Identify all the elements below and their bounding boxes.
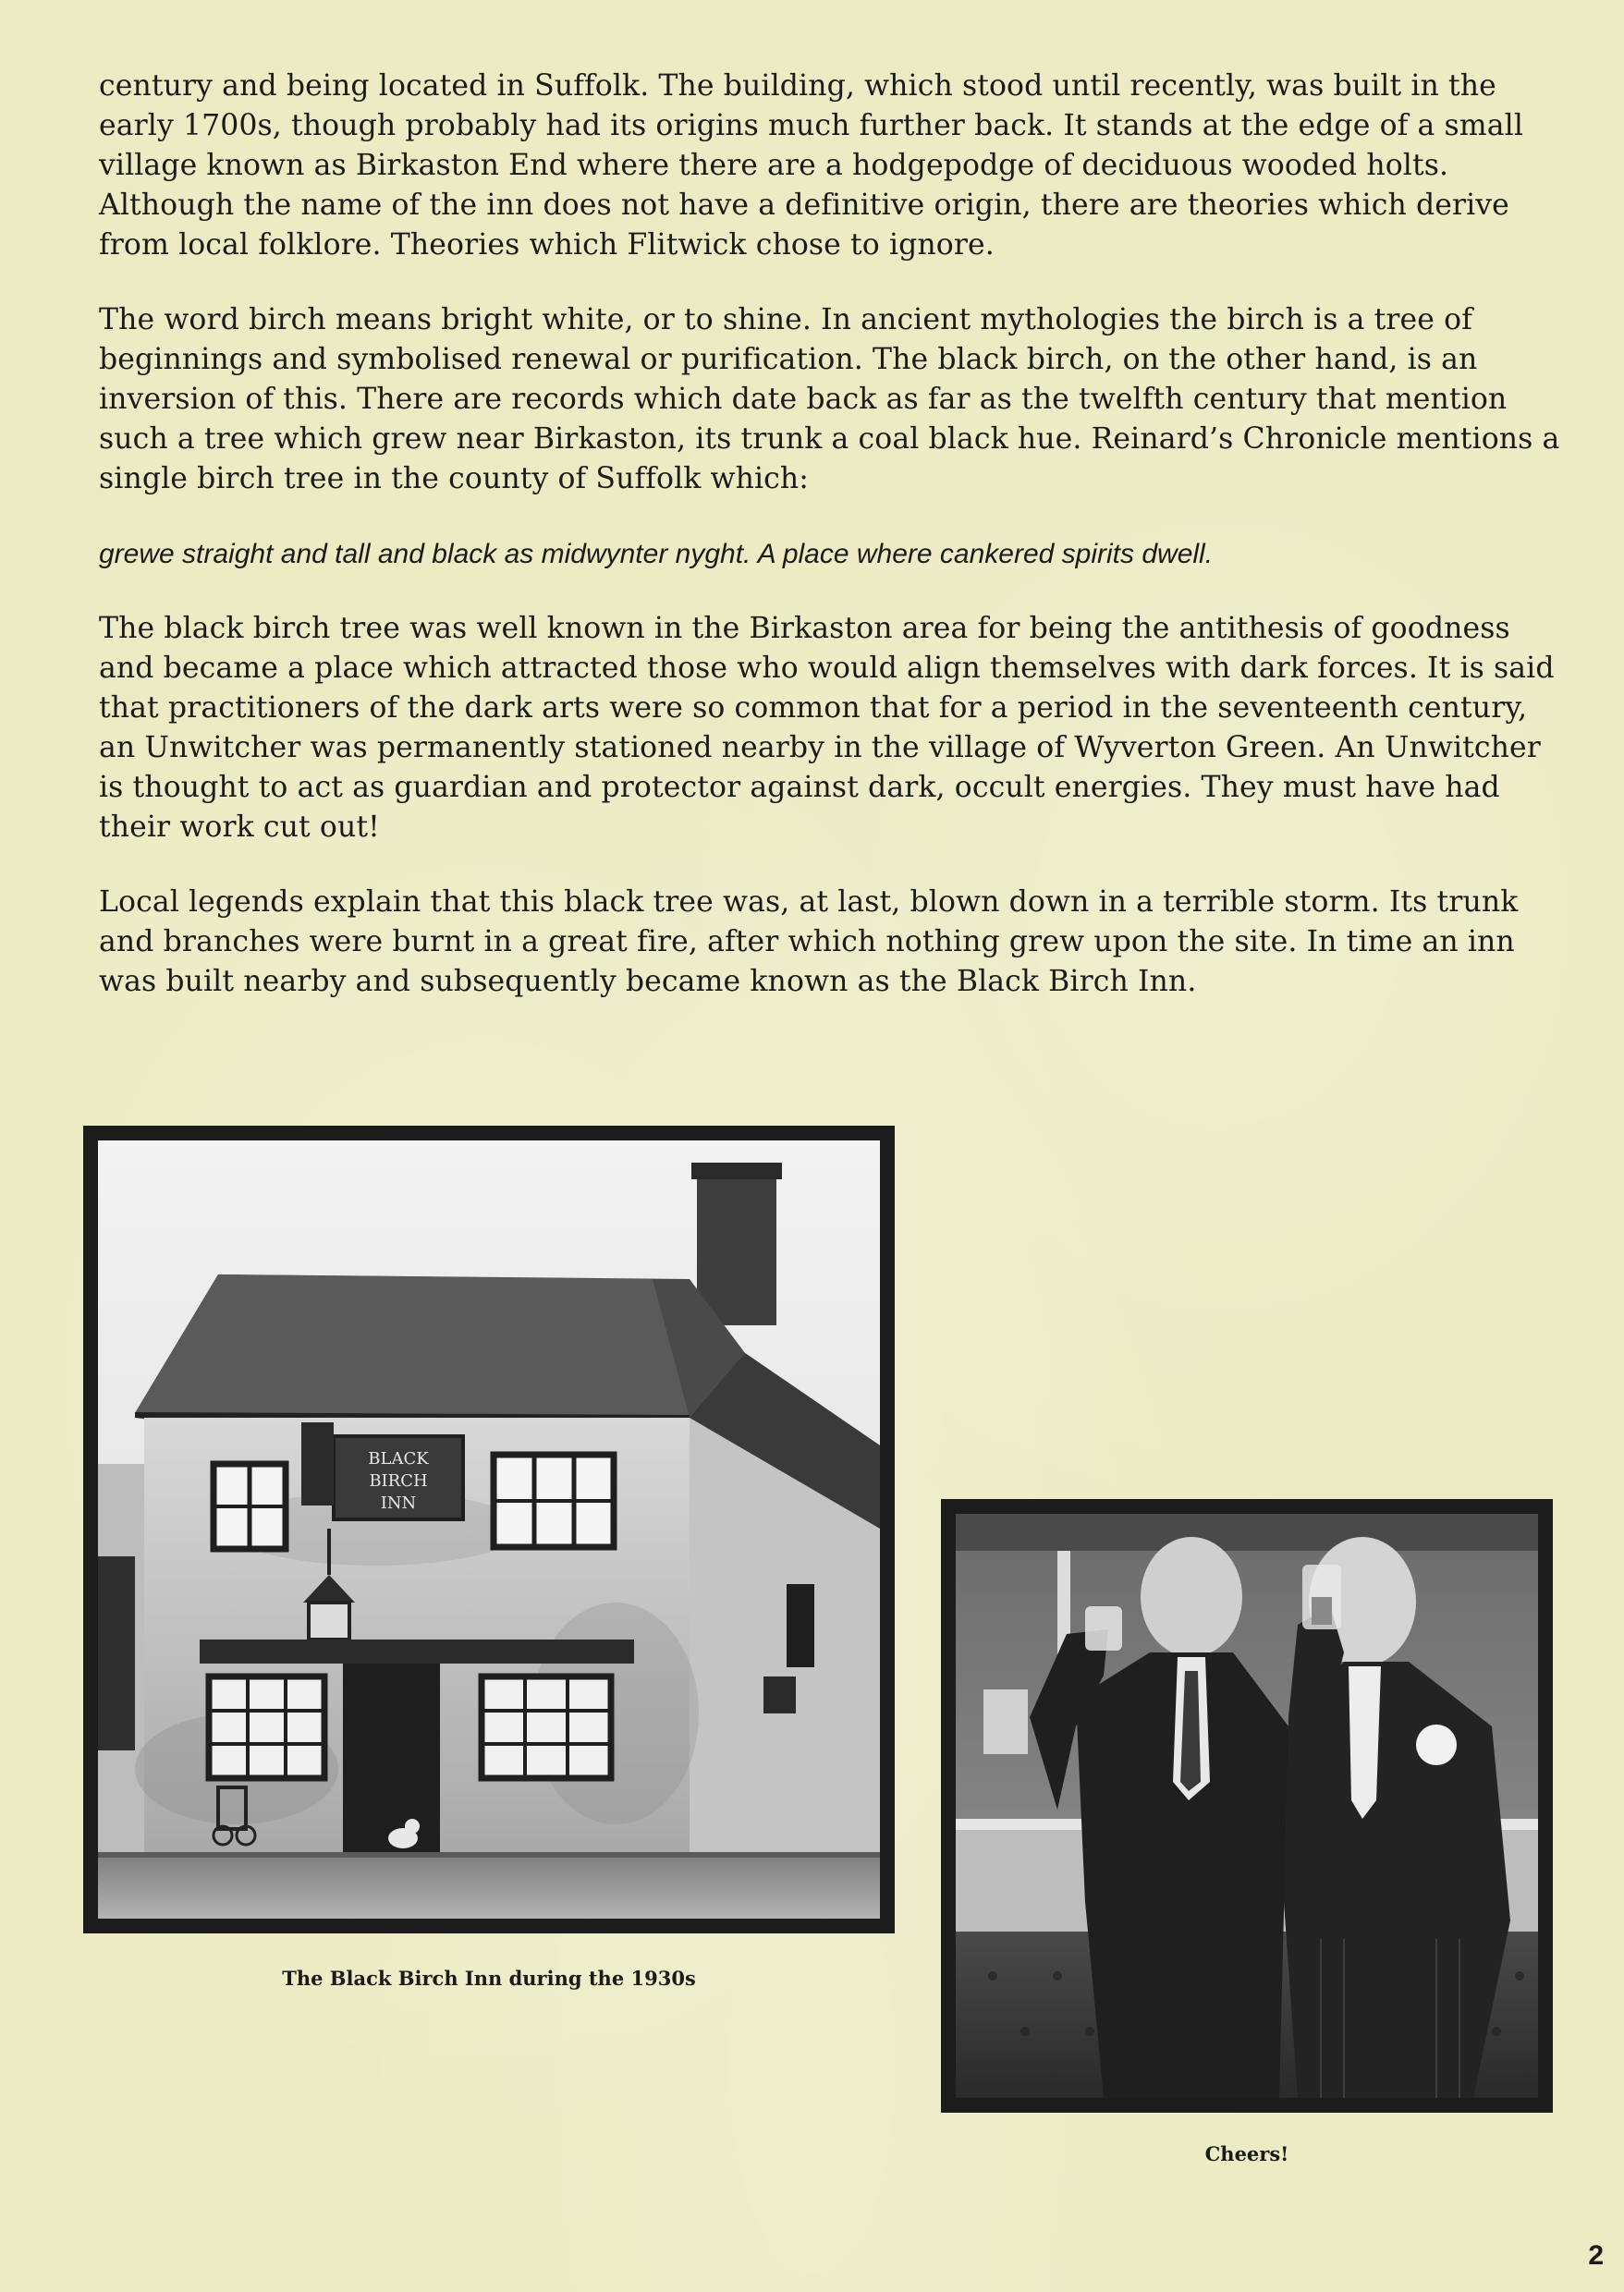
article-body: [99, 67, 1569, 1037]
chronicle-quote: grewe straight and tall and black as midwynter nyght. A place where cankered spirits dwell.: [99, 539, 1214, 569]
cheers-photo-image: [956, 1514, 1538, 2098]
inn-photo-frame: [83, 1126, 895, 1933]
cheers-photo-caption: Cheers!: [1204, 2142, 1289, 2165]
inn-sign-line-2: BIRCH: [369, 1471, 428, 1491]
paragraph-1: century and being located in Suffolk. The building, which stood until recently, was built in the early 1700s, though probably had its origins much further back. It stands at the edge of a small village known as Birkaston End where there are a hodgepodge of deciduous wooded holts. Although the name of the inn does not have a definitive origin, there are theories which derive from local folklore. Theories which Flitwick chose to ignore.: [99, 69, 1523, 262]
inn-sign-line-1: BLACK: [368, 1449, 429, 1469]
inn-sign-line-3: INN: [380, 1493, 417, 1513]
paragraph-4: Local legends explain that this black tree was, at last, blown down in a terrible storm. Its trunk and branches were burnt in a great fire, after which nothing grew upon the site. In time an inn was built nearby and subsequently became known as the Black Birch Inn.: [99, 885, 1519, 998]
paragraph-2: The word birch means bright white, or to shine. In ancient mythologies the birch is a tree of beginnings and symbolised renewal or purification. The black birch, on the other hand, is an inversion of this. There are records which date back as far as the twelfth century that mention such a tree which grew near Birkaston, its trunk a coal black hue. Reinard’s Chronicle mentions a single birch tree in the county of Suffolk which:: [99, 303, 1560, 495]
page-number: 2: [1588, 2240, 1604, 2271]
paragraph-3: The black birch tree was well known in the Birkaston area for being the antithesis of goodness and became a place which attracted those who would align themselves with dark forces. It is said that practitioners of the dark arts were so common that for a period in the seventeenth century, an Unwitcher was permanently stationed nearby in the village of Wyverton Green. An Unwitcher is thought to act as guardian and protector against dark, occult energies. They must have had their work cut out!: [99, 612, 1555, 844]
cheers-photo: [956, 1514, 1538, 2098]
cheers-photo-frame: [941, 1499, 1553, 2113]
inn-photo-image: [98, 1140, 880, 1919]
inn-photo: [98, 1140, 880, 1919]
inn-photo-caption: The Black Birch Inn during the 1930s: [282, 1967, 696, 1990]
